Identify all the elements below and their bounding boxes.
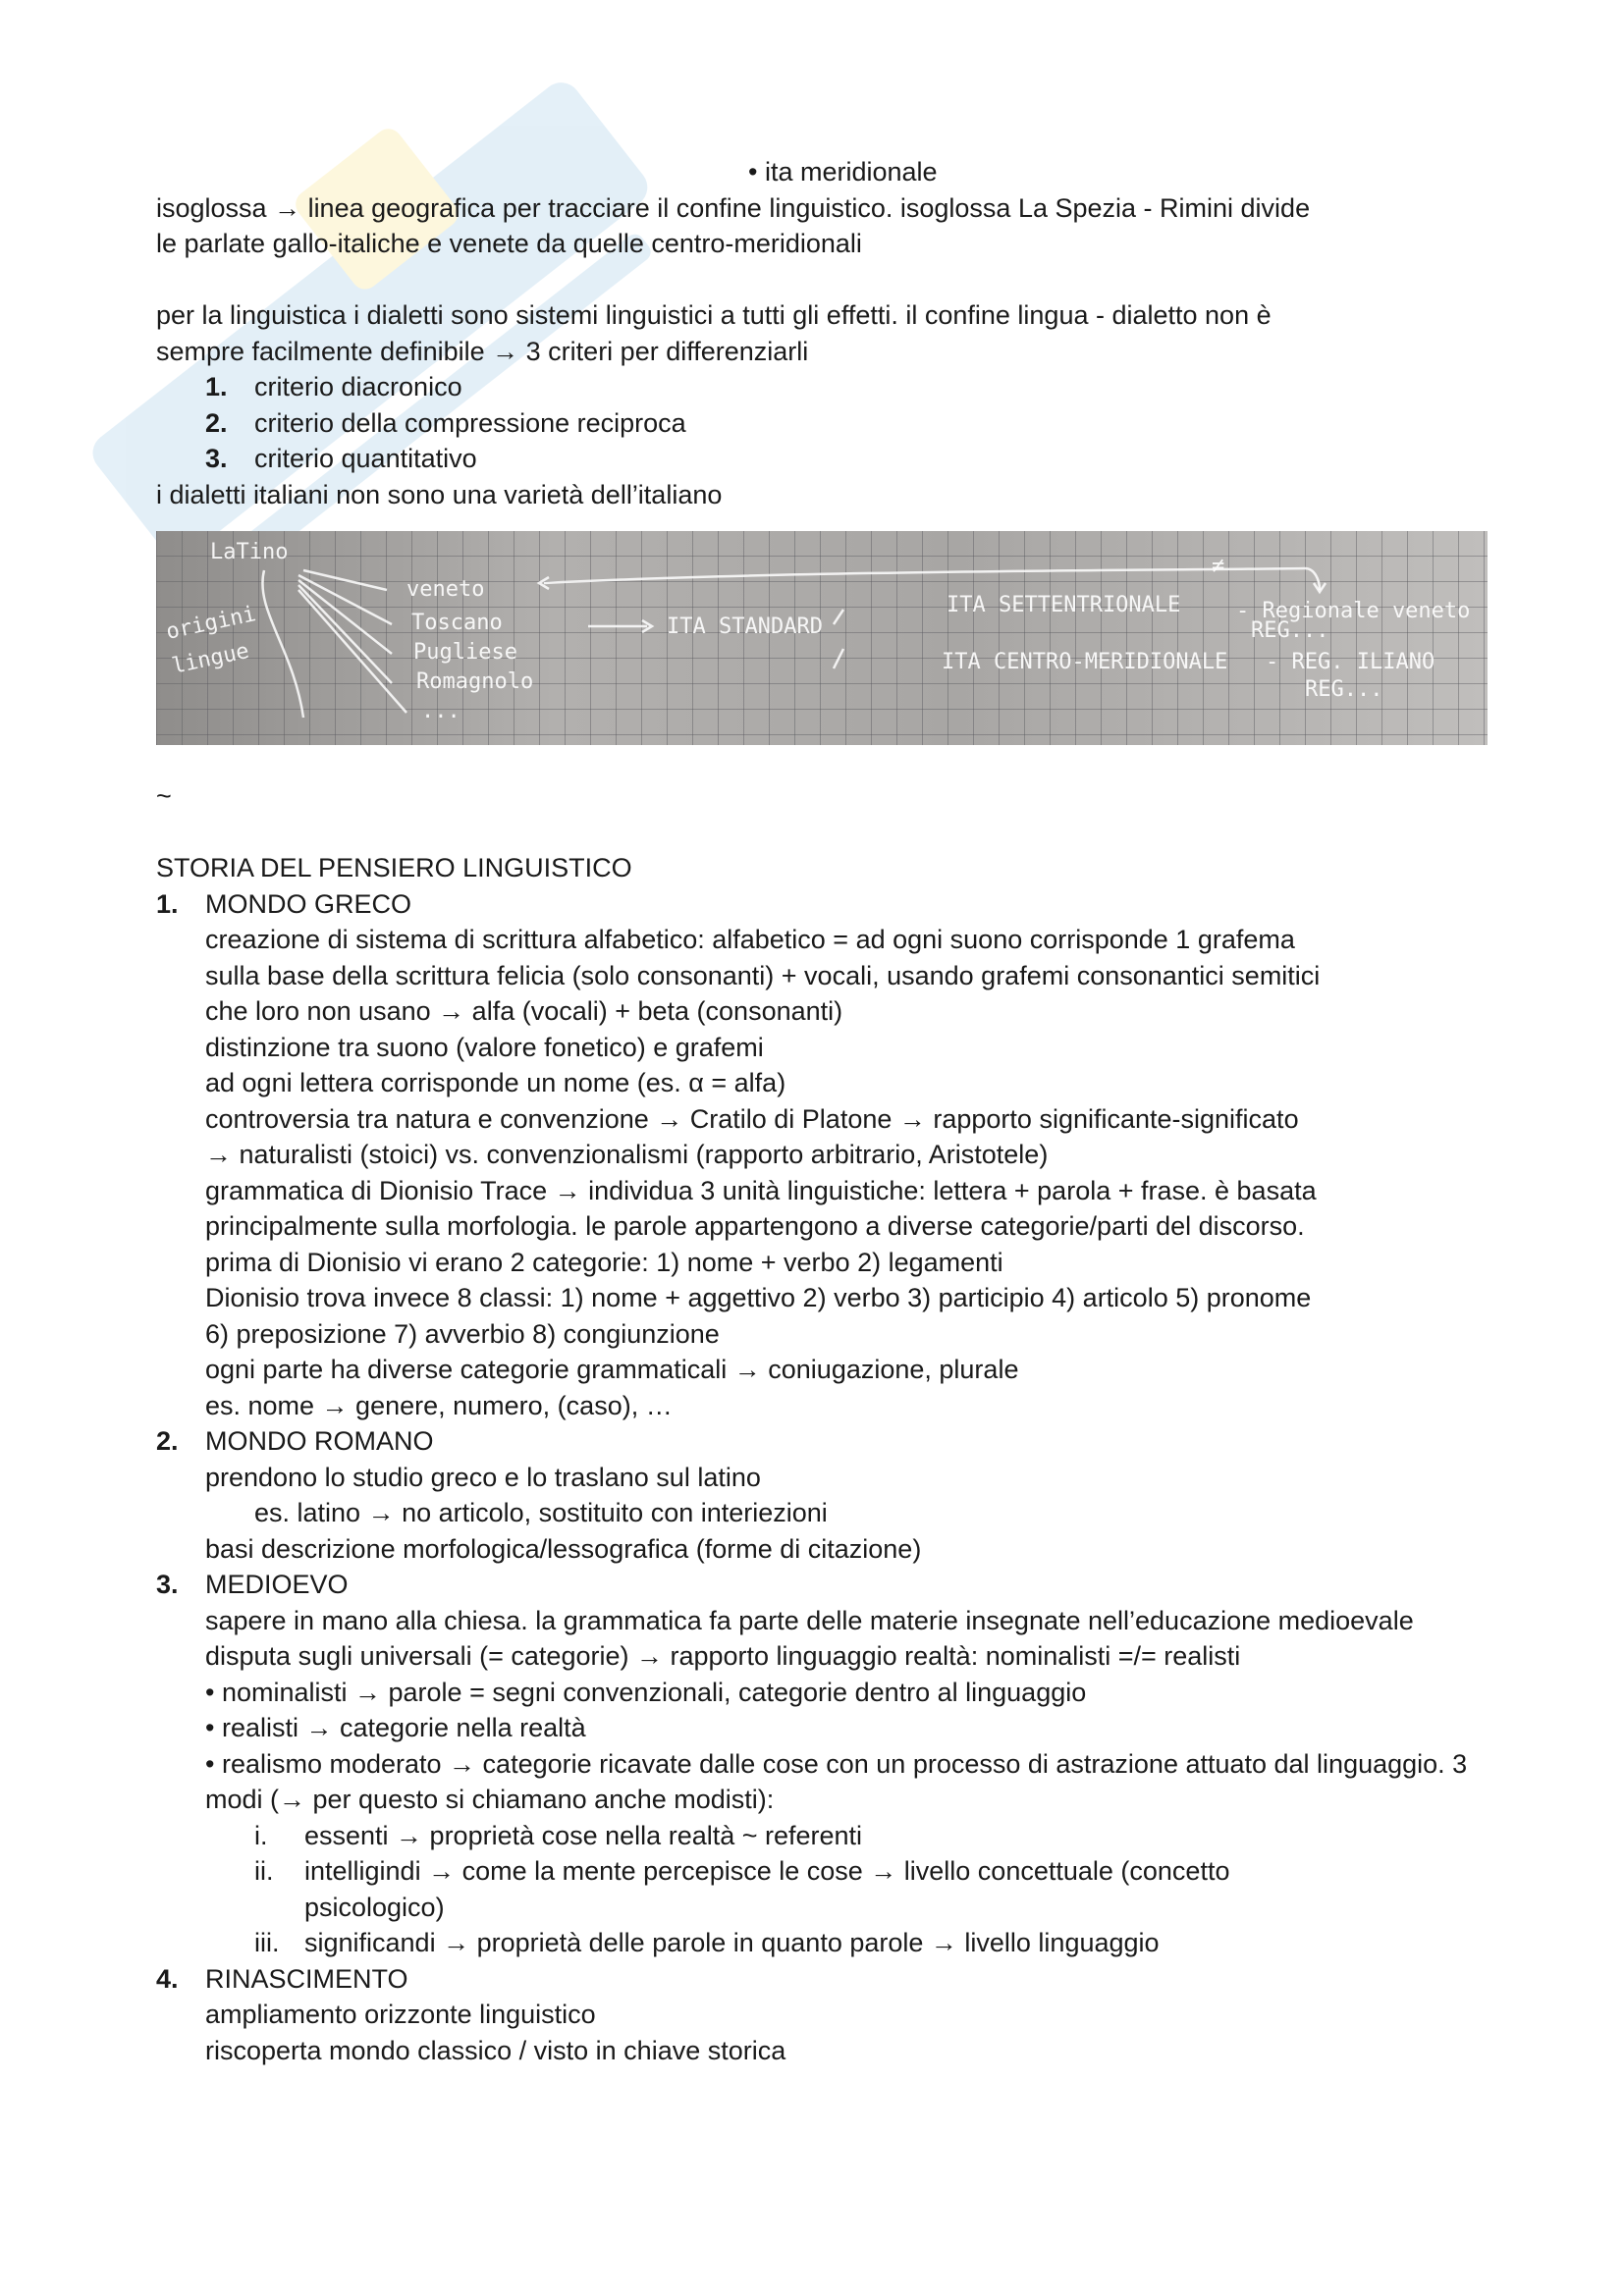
greco-line: sulla base della scrittura felicia (solo consonanti) + vocali, usando grafemi consonantici semitici — [205, 960, 1321, 990]
list-item — [205, 369, 1491, 405]
spacer — [156, 262, 1491, 298]
greco-line: Dionisio trova invece 8 classi: 1) nome + aggettivo 2) verbo 3) participio 4) articolo 5) pronome — [205, 1283, 1312, 1312]
greco-line: creazione di sistema di scrittura alfabetico: alfabetico = ad ogni suono corrisponde 1 grafema — [205, 925, 1295, 954]
history-item-rinascimento — [156, 1961, 1491, 1998]
document-body — [156, 154, 1491, 2068]
dialetti-line-2: sempre facilmente definibile → 3 criteri per differenziarli — [156, 336, 809, 366]
list-number: 2. — [156, 1426, 179, 1456]
diagram-regionale-veneto: - Regionale veneto — [1236, 599, 1471, 623]
list-number: 3. — [205, 444, 228, 473]
romano-line: prendono lo studio greco e lo traslano sul latino — [205, 1462, 761, 1492]
tilde-separator: ~ — [156, 781, 172, 811]
list-text: criterio quantitativo — [254, 444, 477, 473]
greco-line: ad ogni lettera corrisponde un nome (es. α = alfa) — [205, 1068, 786, 1097]
medioevo-realismo-moderato: • realismo moderato → categorie ricavate dalle cose con un processo di astrazione attuato dal linguaggio. 3 modi (→ per questo si chiamano anche modisti): — [205, 1748, 1468, 1814]
list-number: 2. — [205, 407, 228, 438]
greco-line: principalmente sulla morfologia. le parole appartengono a diverse categorie/parti del discorso. — [205, 1211, 1305, 1241]
greco-line: es. nome → genere, numero, (caso), … — [205, 1390, 673, 1420]
history-item-medioevo — [156, 1567, 1491, 1603]
greco-line: grammatica di Dionisio Trace → individua 3 unità linguistiche: lettera + parola + frase. è basata — [205, 1175, 1317, 1205]
list-number: 3. — [156, 1570, 179, 1599]
section-title-storia: STORIA DEL PENSIERO LINGUISTICO — [156, 853, 632, 882]
greco-line: → naturalisti (stoici) vs. convenzionalismi (rapporto arbitrario, Aristotele) — [205, 1140, 1049, 1169]
list-text: significandi → proprietà delle parole in quanto parole → livello linguaggio — [304, 1928, 1160, 1957]
diagram-reg-italiano: - REG. ILIANO — [1266, 650, 1435, 674]
romano-example-line: es. latino → no articolo, sostituito con interiezioni — [254, 1498, 828, 1527]
diagram-ita-standard: ITA STANDARD — [667, 614, 823, 639]
greco-line: ogni parte ha diverse categorie grammaticali → coniugazione, plurale — [205, 1355, 1019, 1384]
isoglossa-line-1: isoglossa → linea geografica per tracciare il confine linguistico. isoglossa La Spezia - Rimini divide — [156, 192, 1311, 223]
greco-line: prima di Dionisio vi erano 2 categorie: 1) nome + verbo 2) legamenti — [205, 1247, 1003, 1277]
diagram-origini: origini — [164, 602, 258, 645]
rinascimento-line: ampliamento orizzonte linguistico — [205, 2000, 596, 2029]
list-item — [156, 1853, 1295, 1925]
medioevo-line: disputa sugli universali (= categorie) → rapporto linguaggio realtà: nominalisti =/= realisti — [205, 1641, 1241, 1671]
diagram-latino: LaTino — [210, 540, 289, 564]
isoglossa-line-2: le parlate gallo-italiche e venete da quelle centro-meridionali — [156, 229, 862, 258]
greco-line: distinzione tra suono (valore fonetico) e grafemi — [205, 1032, 764, 1062]
list-heading: MEDIOEVO — [205, 1570, 349, 1599]
list-item — [156, 1925, 1491, 1961]
diagram-reg-south: REG... — [1305, 677, 1383, 702]
greco-line: che loro non usano → alfa (vocali) + beta (consonanti) — [205, 996, 843, 1026]
list-item — [205, 405, 1491, 442]
list-number: 1. — [205, 372, 228, 401]
list-text: intelligindi → come la mente percepisce le cose → livello concettuale (concetto psicologico) — [304, 1856, 1230, 1922]
greco-line: 6) preposizione 7) avverbio 8) congiunzione — [205, 1318, 720, 1349]
handwritten-diagram-photo — [156, 531, 1488, 745]
diagram-ellipsis: ... — [421, 699, 460, 723]
list-number: 1. — [156, 888, 179, 919]
dialetti-line-1: per la linguistica i dialetti sono sistemi linguistici a tutti gli effetti. il confine lingua - dialetto non è — [156, 300, 1272, 330]
list-item — [205, 441, 1491, 477]
list-heading: RINASCIMENTO — [205, 1963, 408, 1994]
list-text: essenti → proprietà cose nella realtà ~ referenti — [304, 1820, 863, 1850]
diagram-romagnolo: Romagnolo — [416, 669, 534, 694]
diagram-reg-north: REG... — [1251, 618, 1329, 643]
diagram-ita-centro-meridionale: ITA CENTRO-MERIDIONALE — [942, 650, 1228, 674]
spacer — [156, 815, 1491, 851]
rinascimento-line: riscoperta mondo classico / visto in chiave storica — [205, 2035, 786, 2065]
history-item-romano — [156, 1423, 1491, 1460]
diagram-veneto: veneto — [406, 577, 485, 602]
medioevo-intro: sapere in mano alla chiesa. la grammatica fa parte delle materie insegnate nell’educazione medioevale — [205, 1605, 1414, 1635]
list-number: ii. — [254, 1856, 274, 1886]
diagram-lingue: lingue — [170, 638, 251, 679]
medioevo-line: • nominalisti → parole = segni convenzionali, categorie dentro al linguaggio — [205, 1677, 1087, 1707]
diagram-ita-settentrionale: ITA SETTENTRIONALE — [947, 593, 1181, 617]
list-number: iii. — [254, 1928, 280, 1957]
list-number: 4. — [156, 1963, 179, 1994]
list-item — [156, 1818, 1491, 1854]
list-heading: MONDO ROMANO — [205, 1426, 434, 1456]
greco-line: controversia tra natura e convenzione → Cratilo di Platone → rapporto significante-significato — [205, 1103, 1299, 1134]
dialetti-closing: i dialetti italiani non sono una varietà dell’italiano — [156, 479, 723, 509]
list-heading: MONDO GRECO — [205, 888, 412, 919]
list-number: i. — [254, 1820, 268, 1850]
bullet-ita-meridionale: • ita meridionale — [748, 157, 938, 187]
diagram-pugliese: Pugliese — [413, 640, 517, 665]
medioevo-line: • realisti → categorie nella realtà — [205, 1713, 586, 1742]
history-item-greco — [156, 886, 1491, 923]
criteria-list — [156, 369, 1491, 477]
romano-line: basi descrizione morfologica/lessografica (forme di citazione) — [205, 1533, 922, 1564]
list-text: criterio della compressione reciproca — [254, 407, 686, 438]
diagram-not-equal: ≠ — [1212, 554, 1225, 578]
list-text: criterio diacronico — [254, 372, 462, 401]
handwritten-diagram — [156, 531, 1488, 745]
diagram-toscano: Toscano — [411, 611, 503, 635]
